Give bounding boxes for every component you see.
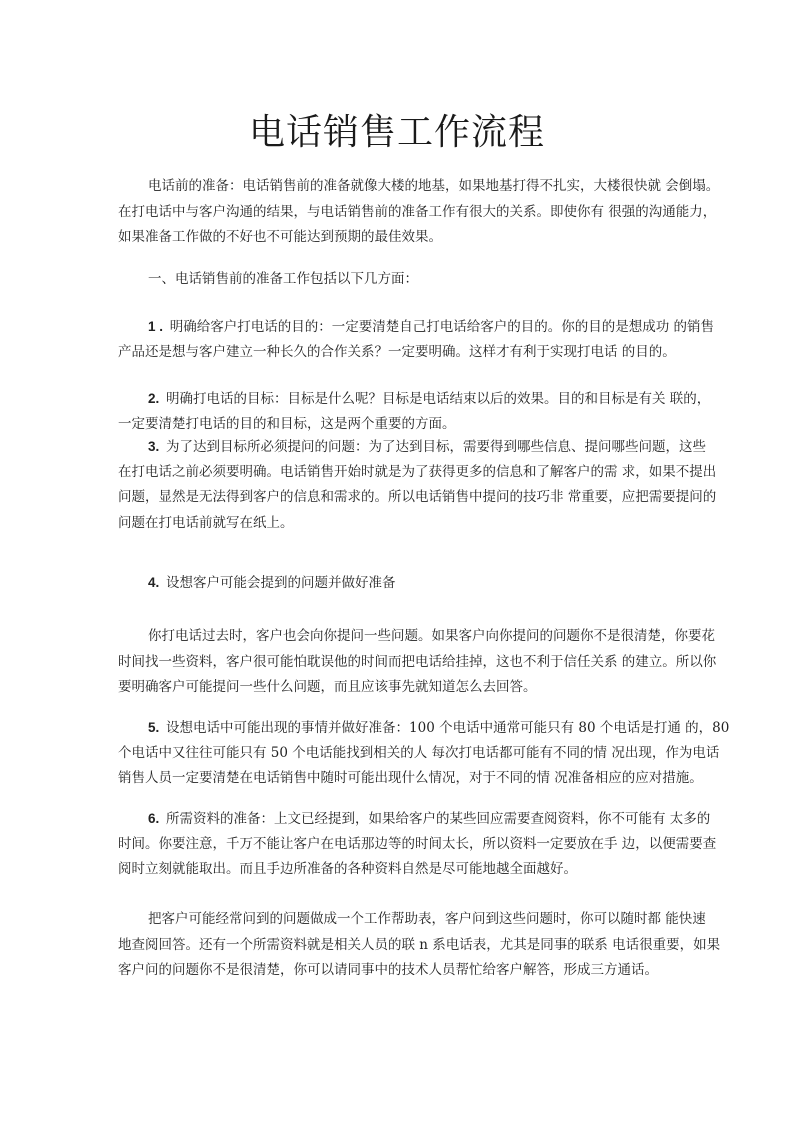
text-line [118,174,720,200]
line-text: 如果准备工作做的不好也不可能达到预期的最佳效果。 [118,229,442,245]
item-number: 4. [148,575,160,590]
line-text: 产品还是想与客户建立一种长久的合作关系？一定要明确。这样才有利于实现打电话 的目的。 [118,343,676,360]
text-line [118,200,717,226]
line-text: 把客户可能经常问到的问题做成一个工作帮助表，客户问到这些问题时，你可以随时都 能快速 [148,911,706,927]
paragraph [118,434,717,536]
line-text: 所需资料的准备：上文已经提到，如果给客户的某些回应需要查阅资料，你不可能有 太多的 [166,811,711,827]
text-line [118,933,721,959]
text-line [118,340,676,366]
text-line [118,460,717,486]
line-text: 明确给客户打电话的目的：一定要清楚自己打电话给客户的目的。你的目的是想成功 的销售 [169,319,715,335]
document-title: 电话销售工作流程 [248,112,545,153]
item-number: 1 . [148,319,164,334]
text-line [118,386,711,412]
paragraph [118,806,717,883]
paragraph [118,314,715,365]
line-text: 明确打电话的目标：目标是什么呢？目标是电话结束以后的效果。目的和目标是有关 联的， [166,391,711,407]
line-text: 设想客户可能会提到的问题并做好准备 [166,575,396,591]
text-line [118,741,720,767]
text-line [118,570,676,596]
paragraph [118,570,676,596]
text-line [118,675,676,701]
line-text: 阅时立刻就能取出。而且手边所准备的各种资料自然是尽可能地越全面越好。 [118,861,577,877]
line-text: 设想电话中可能出现的事情并做好准备：100 个电话中通常可能只有 80 个电话是打通 的，80 [166,720,730,736]
line-text: 地查阅回答。还有一个所需资料就是相关人员的联 n 系电话表，尤其是同事的联系 电话很重要，如果 [118,936,721,953]
paragraph [118,624,717,701]
text-line [118,485,717,511]
line-text: 在打电话之前必须要明确。电话销售开始时就是为了获得更多的信息和了解客户的需 求，如果不提出 [118,463,717,480]
line-text: 一定要清楚打电话的目的和目标，这是两个重要的方面。 [118,415,456,432]
text-line [118,511,676,537]
text-line [118,857,676,883]
line-text: 你打电话过去时，客户也会向你提问一些问题。如果客户向你提问的问题你不是很清楚，你要花 [148,628,715,644]
paragraph [118,174,720,251]
line-text: 客户问的问题你不是很清楚，你可以请同事中的技术人员帮忙给客户解答，形成三方通话。 [118,962,658,978]
line-text: 销售人员一定要清楚在电话销售中随时可能出现什么情况，对于不同的情 况准备相应的应对措施。 [118,770,703,786]
item-number: 6. [148,811,160,826]
paragraph [118,715,730,792]
text-line [118,650,717,676]
text-line [118,806,711,832]
text-line [118,907,706,933]
line-text: 时间。你要注意，千万不能让客户在电话那边等的时间太长，所以资料一定要放在手 边，以便需要查 [118,835,717,852]
text-line [118,314,715,340]
paragraph [118,386,711,437]
text-line [118,766,703,792]
text-line [118,225,676,251]
text-line [118,267,676,293]
line-text: 电话前的准备：电话销售前的准备就像大楼的地基，如果地基打得不扎实，大楼很快就 会倒塌。 [148,178,720,194]
line-text: 在打电话中与客户沟通的结果，与电话销售前的准备工作有很大的关系。即使你有 很强的沟通能力， [118,203,717,220]
text-line [118,624,715,650]
text-line [118,832,717,858]
item-number: 5. [148,720,160,735]
text-line [118,715,730,741]
line-text: 问题在打电话前就写在纸上。 [118,514,294,531]
line-text: 要明确客户可能提问一些什么问题，而且应该事先就知道怎么去回答。 [118,679,537,695]
text-line [118,434,707,460]
item-number: 2. [148,391,160,406]
line-text: 个电话中又往往可能只有 50 个电话能找到相关的人 每次打电话都可能有不同的情 况出现，作为电话 [118,744,720,761]
text-line [118,958,676,984]
paragraph [118,907,721,984]
line-text: 一、电话销售前的准备工作包括以下几方面： [148,271,418,287]
line-text: 为了达到目标所必须提问的问题：为了达到目标，需要得到哪些信息、提问哪些问题，这些 [166,439,707,455]
line-text: 问题，显然是无法得到客户的信息和需求的。所以电话销售中提问的技巧非 常重要，应把需要提问的 [118,489,717,505]
paragraph [118,267,676,293]
item-number: 3. [148,439,160,454]
line-text: 时间找一些资料，客户很可能怕耽误他的时间而把电话给挂掉，这也不利于信任关系 的建立。所以你 [118,653,717,670]
